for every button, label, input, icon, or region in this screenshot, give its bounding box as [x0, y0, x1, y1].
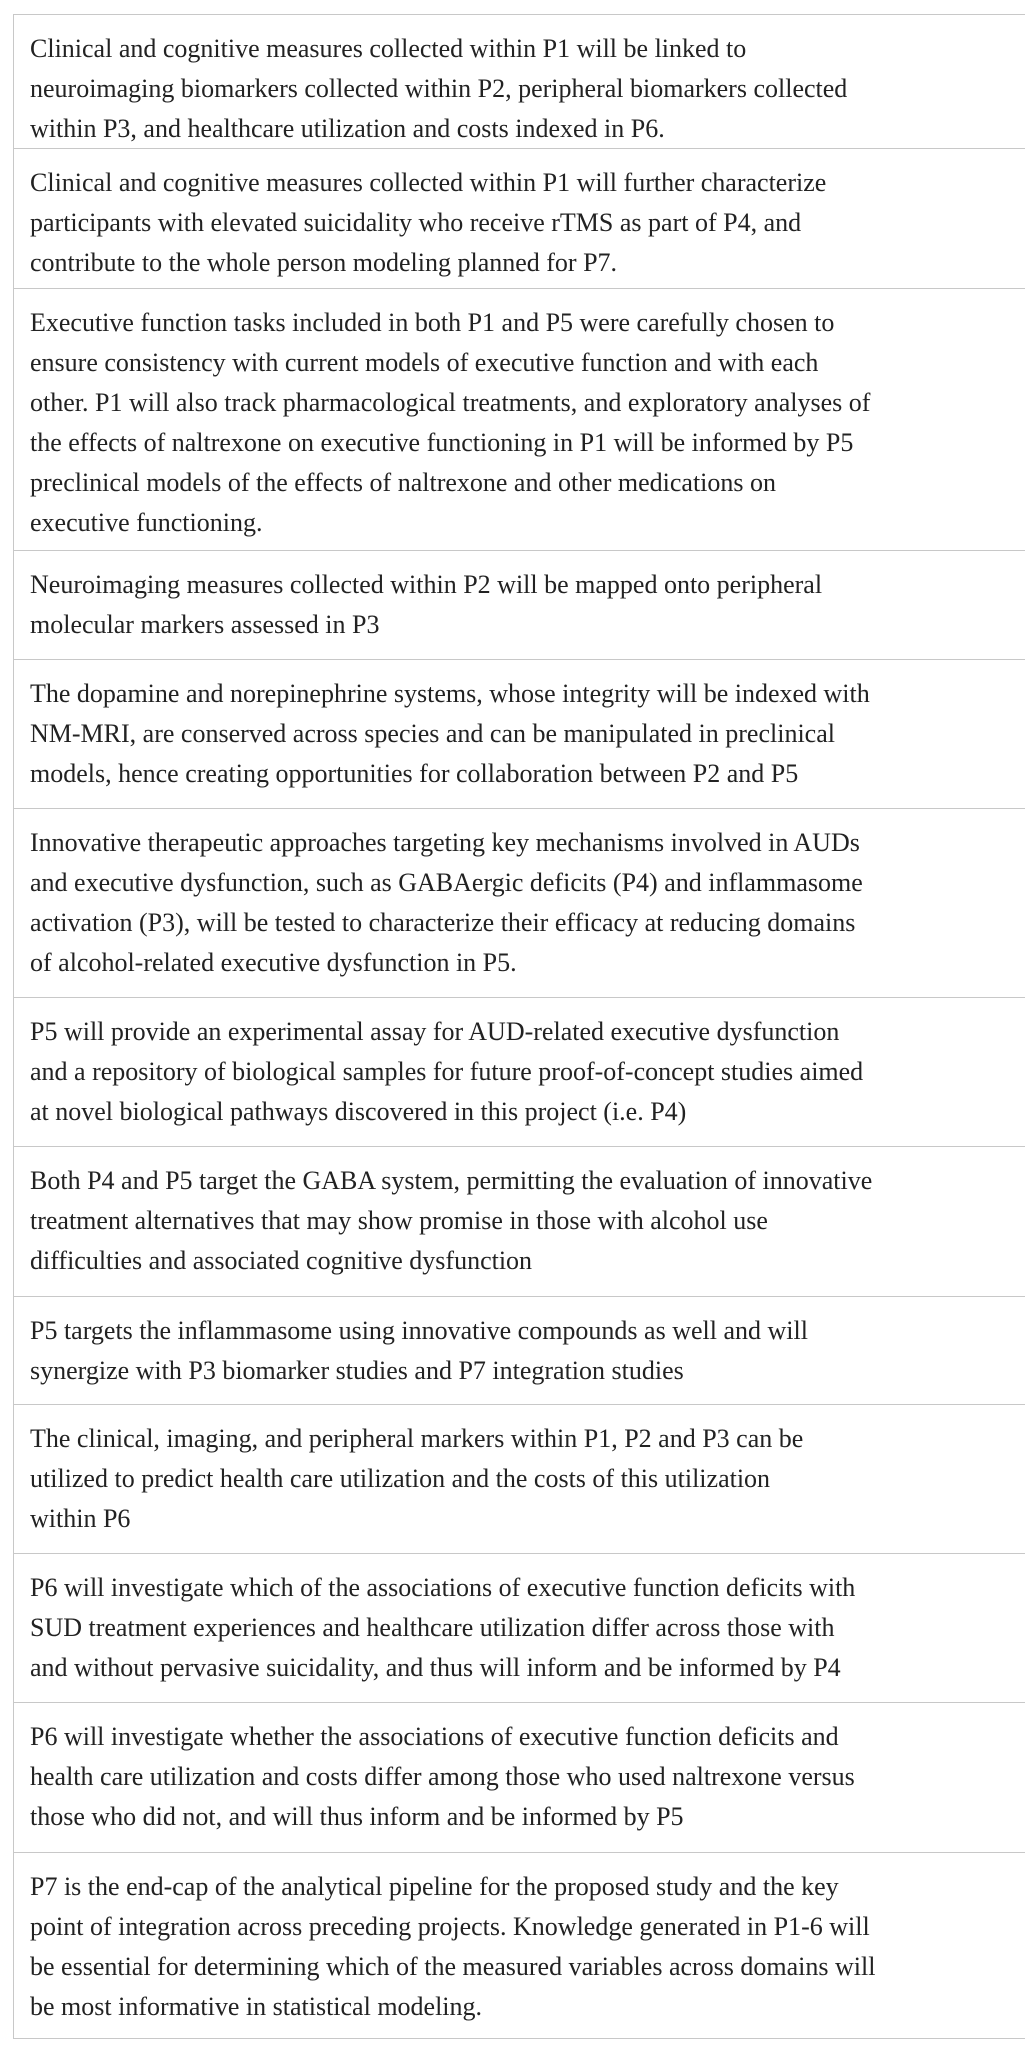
table-row: P7 is the end-cap of the analytical pipeline for the proposed study and the key point of integration across preceding projects. Knowledge generated in P1-6 will be essential for determining which of the measured variables across domains will be most informative in statistical modeling. — [14, 1853, 1025, 2039]
integration-table — [13, 14, 1025, 2039]
table-row: P6 will investigate whether the associations of executive function deficits and health care utilization and costs differ among those who used naltrexone versus those who did not, and will thus inform and be informed by P5 — [14, 1703, 1025, 1853]
table-row: Executive function tasks included in both P1 and P5 were carefully chosen to ensure consistency with current models of executive function and with each other. P1 will also track pharmacological treatments, and exploratory analyses of the effects of naltrexone on executive functioning in P1 will be informed by P5 preclinical models of the effects of naltrexone and other medications on executive functioning. — [14, 289, 1025, 551]
table-row: Clinical and cognitive measures collected within P1 will be linked to neuroimaging biomarkers collected within P2, peripheral biomarkers collected within P3, and healthcare utilization and costs indexed in P6. — [14, 15, 1025, 149]
table-row: Clinical and cognitive measures collected within P1 will further characterize participants with elevated suicidality who receive rTMS as part of P4, and contribute to the whole person modeling planned for P7. — [14, 149, 1025, 289]
table-row: Neuroimaging measures collected within P2 will be mapped onto peripheral molecular markers assessed in P3 — [14, 551, 1025, 660]
table-row: P6 will investigate which of the associations of executive function deficits with SUD treatment experiences and healthcare utilization differ across those with and without pervasive suicidality, and thus will inform and be informed by P4 — [14, 1554, 1025, 1703]
table-row: Innovative therapeutic approaches targeting key mechanisms involved in AUDs and executive dysfunction, such as GABAergic deficits (P4) and inflammasome activation (P3), will be tested to characterize their efficacy at reducing domains of alcohol-related executive dysfunction in P5. — [14, 809, 1025, 998]
table-row: P5 will provide an experimental assay for AUD-related executive dysfunction and a repository of biological samples for future proof-of-concept studies aimed at novel biological pathways discovered in this project (i.e. P4) — [14, 998, 1025, 1147]
table-row: The clinical, imaging, and peripheral markers within P1, P2 and P3 can be utilized to predict health care utilization and the costs of this utilization within P6 — [14, 1405, 1025, 1554]
table-row: Both P4 and P5 target the GABA system, permitting the evaluation of innovative treatment alternatives that may show promise in those with alcohol use difficulties and associated cognitive dysfunction — [14, 1147, 1025, 1297]
table-row: The dopamine and norepinephrine systems, whose integrity will be indexed with NM-MRI, are conserved across species and can be manipulated in preclinical models, hence creating opportunities for collaboration between P2 and P5 — [14, 660, 1025, 809]
table-row: P5 targets the inflammasome using innovative compounds as well and will synergize with P3 biomarker studies and P7 integration studies — [14, 1297, 1025, 1405]
